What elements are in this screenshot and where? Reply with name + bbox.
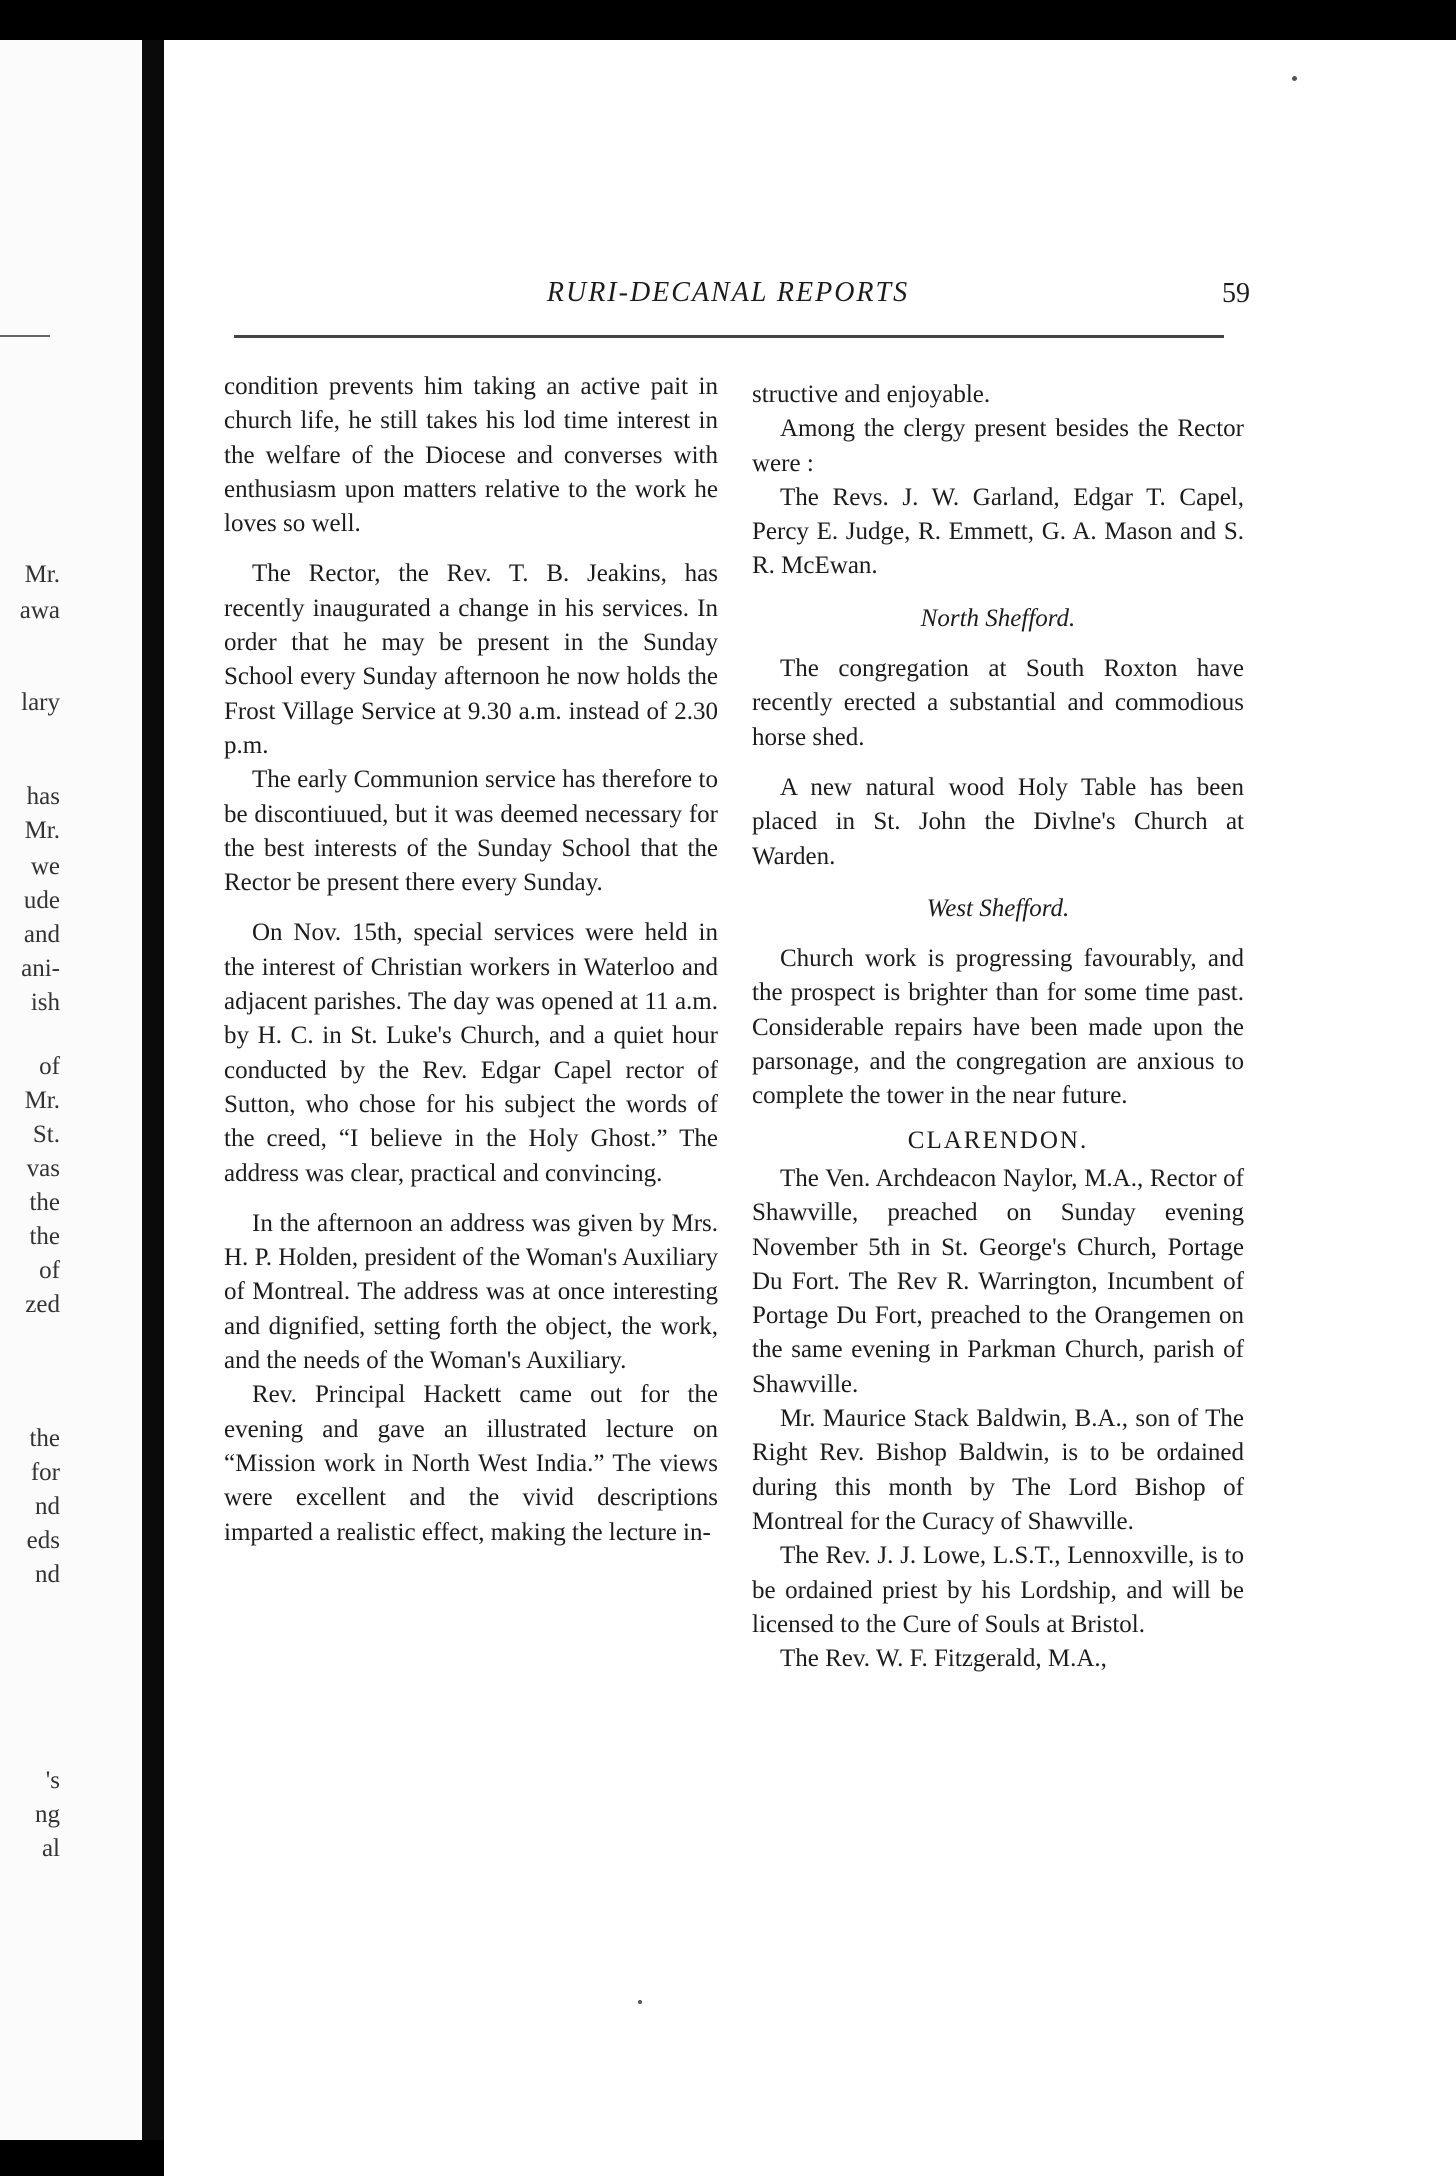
margin-fragment: the (29, 1425, 60, 1452)
margin-fragment: Mr. (24, 817, 60, 844)
page-number: 59 (1222, 278, 1250, 309)
margin-fragment: awa (19, 597, 60, 624)
paragraph: The Revs. J. W. Garland, Edgar T. Capel, Percy E. Judge, R. Emmett, G. A. Mason and S. R. McEwan. (752, 483, 1244, 580)
header-rule (234, 335, 1224, 338)
paragraph: Church work is progressing favourably, and the prospect is brighter than for some time past. Considerable repairs have been made upon the parsonage, and the congregation are anxious to complete the tower in the near future. (752, 945, 1244, 1110)
speck (638, 2000, 642, 2004)
paragraph: condition prevents him taking an active pait in church life, he still takes his lod time interest in the welfare of the Diocese and converses with enthusiasm upon matters relative to the work he loves so well. (224, 373, 718, 538)
section-heading-clarendon: CLARENDON. (907, 1126, 1089, 1154)
margin-fragment: and (23, 921, 60, 948)
paragraph: In the afternoon an address was given by Mrs. H. P. Holden, president of the Woman's Auxiliary of Montreal. The address was at once interesting and dignified, setting forth the object, the work, and the needs of the Woman's Auxiliary. (224, 1209, 718, 1375)
paragraph: Rev. Principal Hackett came out for the evening and gave an illustrated lecture on “Mission work in North West India.” The views were excellent and the vivid descriptions imparted a realistic effect, making the lecture in- (224, 1381, 718, 1546)
paragraph: The early Communion service has therefore to be discontiuued, but it was deemed necessary for the best interests of the Sunday School that the Rector be present there every Sunday. (224, 766, 718, 897)
speck (1292, 76, 1297, 81)
margin-fragment: for (30, 1459, 60, 1486)
book-gutter (142, 40, 164, 2140)
margin-fragment: we (30, 853, 60, 880)
margin-fragment: ish (30, 989, 60, 1016)
paragraph: On Nov. 15th, special services were held in the interest of Christian workers in Waterloo and adjacent parishes. The day was opened at 11 a.m. by H. C. in St. Luke's Church, and a quiet hour conducted by the Rev. Edgar Capel rector of Sutton, who chose for his subject the words of the creed, “I believe in the Holy Ghost.” The address was clear, practical and convincing. (224, 919, 718, 1187)
margin-fragment: Mr. (24, 561, 60, 588)
margin-fragment: vas (26, 1155, 60, 1182)
paragraph: A new natural wood Holy Table has been placed in St. John the Divlne's Church at Warden. (752, 773, 1244, 870)
margin-fragment: eds (26, 1527, 60, 1554)
paragraph: structive and enjoyable. (752, 381, 991, 408)
right-column (752, 378, 1244, 1676)
facing-page-edge (0, 40, 142, 2140)
paragraph: The Rev. W. F. Fitzgerald, M.A., (780, 1645, 1107, 1673)
paragraph: The Rev. J. J. Lowe, L.S.T., Lennoxville, is to be ordained priest by his Lordship, and will be licensed to the Cure of Souls at Bristol. (752, 1542, 1244, 1638)
paragraph: Among the clergy present besides the Rector were : (752, 415, 1244, 477)
paragraph: The Ven. Archdeacon Naylor, M.A., Rector of Shawville, preached on Sunday evening November 5th in St. George's Church, Portage Du Fort. The Rev R. Warrington, Incumbent of Portage Du Fort, preached to the Orangemen on the same evening in Parkman Church, parish of Shawville. (752, 1164, 1244, 1398)
margin-fragment: ude (23, 887, 60, 914)
running-head: RURI-DECANAL REPORTS (546, 277, 910, 308)
margin-fragment: 's (45, 1767, 60, 1794)
margin-fragment: nd (35, 1561, 60, 1588)
margin-fragment: St. (32, 1121, 60, 1148)
margin-fragment: of (39, 1257, 60, 1284)
paragraph: The Rector, the Rev. T. B. Jeakins, has recently inaugurated a change in his services. In order that he may be present in the Sunday School every Sunday afternoon he now holds the Frost Village Service at 9.30 a.m. instead of 2.30 p.m. (224, 560, 718, 759)
margin-fragment: ng (35, 1801, 60, 1828)
left-column (224, 370, 718, 1550)
margin-fragment: lary (21, 689, 60, 716)
paragraph: Mr. Maurice Stack Baldwin, B.A., son of The Right Rev. Bishop Baldwin, is to be ordained during this month by The Lord Bishop of Montreal for the Curacy of Shawville. (752, 1405, 1244, 1535)
margin-fragment: has (26, 783, 60, 810)
margin-fragment: the (29, 1189, 60, 1216)
section-heading-west-shefford: West Shefford. (926, 894, 1070, 922)
margin-fragment: the (29, 1223, 60, 1250)
margin-fragment: zed (25, 1291, 60, 1318)
paragraph: The congregation at South Roxton have recently erected a substantial and commodious horse shed. (752, 655, 1244, 751)
margin-fragment: nd (35, 1493, 60, 1520)
margin-fragment: al (41, 1835, 60, 1862)
margin-fragment: Mr. (24, 1087, 60, 1114)
section-heading-north-shefford: North Shefford. (920, 604, 1076, 632)
margin-fragment: ani- (21, 955, 60, 982)
margin-fragment: of (39, 1053, 60, 1080)
facing-page-rule (0, 335, 50, 337)
